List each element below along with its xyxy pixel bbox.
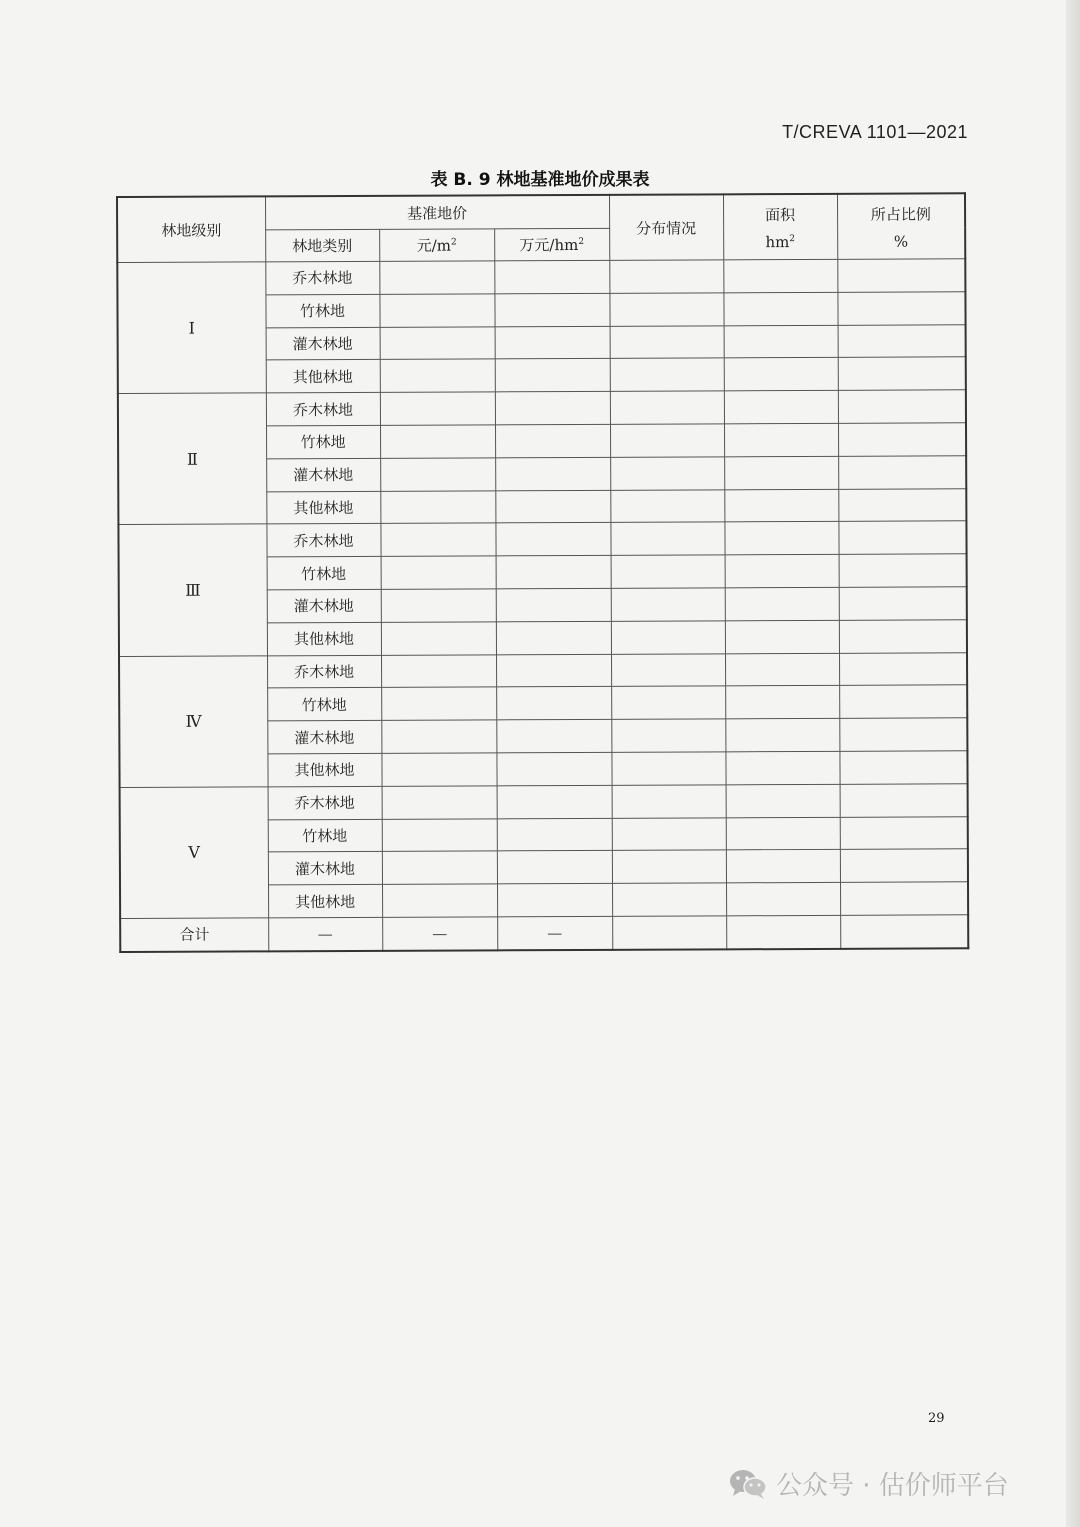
price-yuan-m2-cell <box>382 786 497 819</box>
header-unit-yuan-m2-text: 元/m <box>416 236 452 255</box>
land-type-cell: 其他林地 <box>266 491 380 524</box>
total-distribution-cell <box>612 916 726 950</box>
distribution-cell <box>609 293 723 326</box>
total-area-cell <box>726 915 840 949</box>
total-dash-yuan: — <box>382 917 497 951</box>
area-cell <box>725 686 839 719</box>
price-yuan-m2-cell <box>382 884 497 917</box>
total-ratio-cell <box>840 915 968 949</box>
land-type-cell: 竹林地 <box>266 425 380 458</box>
distribution-cell <box>610 424 724 457</box>
ratio-cell <box>838 456 966 489</box>
land-type-cell: 灌木林地 <box>266 458 380 491</box>
table-container <box>116 192 967 953</box>
price-yuan-m2-cell <box>381 753 496 786</box>
distribution-cell <box>612 883 726 916</box>
price-yuan-m2-cell <box>381 622 496 655</box>
price-wan-hm2-cell <box>497 883 612 916</box>
header-unit-wan-hm2-text: 万元/hm <box>519 235 579 255</box>
header-unit-yuan-m2-sup: 2 <box>450 237 457 248</box>
table-row <box>119 652 967 688</box>
header-ratio-label: 所占比例 <box>870 204 931 224</box>
price-yuan-m2-cell <box>382 851 497 884</box>
header-area-unit-sup: 2 <box>789 233 796 244</box>
price-wan-hm2-cell <box>496 588 611 621</box>
price-yuan-m2-cell <box>379 261 494 294</box>
price-wan-hm2-cell <box>495 523 610 556</box>
price-yuan-m2-cell <box>380 326 495 359</box>
price-wan-hm2-cell <box>494 260 609 293</box>
header-distribution: 分布情况 <box>609 194 723 260</box>
price-yuan-m2-cell <box>381 589 496 622</box>
price-yuan-m2-cell <box>380 490 495 523</box>
area-cell <box>724 358 838 391</box>
table-row <box>118 521 966 557</box>
header-ratio <box>837 193 965 259</box>
land-type-cell: 灌木林地 <box>266 327 380 360</box>
distribution-cell <box>611 686 725 719</box>
page-edge <box>1066 0 1080 1527</box>
price-yuan-m2-cell <box>379 294 494 327</box>
distribution-cell <box>610 391 724 424</box>
land-type-cell: 乔木林地 <box>267 655 381 688</box>
price-yuan-m2-cell <box>380 523 495 556</box>
price-wan-hm2-cell <box>495 359 610 392</box>
area-cell <box>725 653 839 686</box>
price-wan-hm2-cell <box>496 752 611 785</box>
ratio-cell <box>838 324 966 357</box>
price-wan-hm2-cell <box>496 654 611 687</box>
land-type-cell: 竹林地 <box>267 557 381 590</box>
area-cell <box>725 555 839 588</box>
area-cell <box>726 882 840 915</box>
area-cell <box>725 719 839 752</box>
distribution-cell <box>610 489 724 522</box>
land-type-cell: 灌木林地 <box>268 852 382 885</box>
ratio-cell <box>839 685 967 718</box>
ratio-cell <box>837 292 965 325</box>
header-unit-wan-hm2 <box>494 228 609 261</box>
distribution-cell <box>611 752 725 785</box>
grade-cell: Ⅰ <box>117 262 266 394</box>
price-yuan-m2-cell <box>381 556 496 589</box>
header-area <box>723 194 837 260</box>
land-type-cell: 其他林地 <box>266 360 380 393</box>
distribution-cell <box>610 358 724 391</box>
table-title: 表 B. 9 林地基准地价成果表 <box>430 170 650 190</box>
ratio-cell <box>837 259 965 292</box>
distribution-cell <box>612 785 726 818</box>
table-row <box>120 784 968 820</box>
distribution-cell <box>611 621 725 654</box>
price-wan-hm2-cell <box>495 490 610 523</box>
area-cell <box>723 259 837 292</box>
area-cell <box>724 456 838 489</box>
table-body <box>117 259 968 919</box>
ratio-cell <box>838 357 966 390</box>
price-wan-hm2-cell <box>497 785 612 818</box>
ratio-cell <box>839 620 967 653</box>
price-wan-hm2-cell <box>497 851 612 884</box>
ratio-cell <box>838 390 966 423</box>
distribution-cell <box>611 588 725 621</box>
header-land-type: 林地类别 <box>265 229 379 261</box>
price-wan-hm2-cell <box>495 326 610 359</box>
price-wan-hm2-cell <box>496 621 611 654</box>
area-cell <box>726 850 840 883</box>
land-type-cell: 乔木林地 <box>268 786 382 819</box>
area-cell <box>724 391 838 424</box>
price-wan-hm2-cell <box>494 293 609 326</box>
grade-cell: Ⅴ <box>120 787 269 919</box>
land-type-cell: 灌木林地 <box>267 589 381 622</box>
price-yuan-m2-cell <box>381 720 496 753</box>
distribution-cell <box>611 719 725 752</box>
ratio-cell <box>839 652 967 685</box>
total-label: 合计 <box>120 918 268 952</box>
land-type-cell: 其他林地 <box>267 622 381 655</box>
price-wan-hm2-cell <box>496 556 611 589</box>
distribution-cell <box>610 325 724 358</box>
table-row <box>118 390 966 426</box>
land-type-cell: 乔木林地 <box>265 261 379 294</box>
watermark <box>728 1465 1009 1502</box>
area-cell <box>724 423 838 456</box>
area-cell <box>724 522 838 555</box>
header-unit-yuan-m2 <box>379 229 494 262</box>
ratio-cell <box>839 587 967 620</box>
distribution-cell <box>612 850 726 883</box>
price-wan-hm2-cell <box>495 457 610 490</box>
area-cell <box>724 325 838 358</box>
price-wan-hm2-cell <box>496 720 611 753</box>
price-yuan-m2-cell <box>382 818 497 851</box>
ratio-cell <box>839 554 967 587</box>
header-area-label: 面积 <box>765 205 796 224</box>
ratio-cell <box>839 751 967 784</box>
land-type-cell: 其他林地 <box>267 753 381 786</box>
document-code: T/CREVA 1101—2021 <box>782 122 968 142</box>
area-cell <box>724 489 838 522</box>
ratio-cell <box>840 849 968 882</box>
price-wan-hm2-cell <box>497 818 612 851</box>
ratio-cell <box>840 882 968 915</box>
price-yuan-m2-cell <box>380 458 495 491</box>
land-type-cell: 乔木林地 <box>266 524 380 557</box>
distribution-cell <box>610 522 724 555</box>
land-type-cell: 灌木林地 <box>267 721 381 754</box>
ratio-cell <box>840 784 968 817</box>
ratio-cell <box>839 718 967 751</box>
distribution-cell <box>611 555 725 588</box>
header-unit-wan-hm2-sup: 2 <box>578 236 585 247</box>
grade-cell: Ⅱ <box>118 393 267 525</box>
price-yuan-m2-cell <box>381 687 496 720</box>
header-area-unit-wrap <box>724 232 837 250</box>
price-yuan-m2-cell <box>380 425 495 458</box>
land-type-cell: 竹林地 <box>265 294 379 327</box>
ratio-cell <box>840 816 968 849</box>
distribution-cell <box>612 817 726 850</box>
price-yuan-m2-cell <box>380 392 495 425</box>
price-wan-hm2-cell <box>496 687 611 720</box>
header-ratio-unit: % <box>893 232 909 251</box>
ratio-cell <box>838 423 966 456</box>
forest-land-price-table <box>116 192 969 953</box>
area-cell <box>725 587 839 620</box>
land-type-cell: 乔木林地 <box>266 393 380 426</box>
area-cell <box>723 292 837 325</box>
land-type-cell: 竹林地 <box>268 819 382 852</box>
price-yuan-m2-cell <box>380 359 495 392</box>
area-cell <box>726 817 840 850</box>
area-cell <box>725 751 839 784</box>
price-wan-hm2-cell <box>495 392 610 425</box>
price-wan-hm2-cell <box>495 424 610 457</box>
page-number: 29 <box>928 1411 945 1426</box>
header-grade: 林地级别 <box>117 196 265 262</box>
price-yuan-m2-cell <box>381 654 496 687</box>
grade-cell: Ⅳ <box>119 655 268 787</box>
area-cell <box>725 620 839 653</box>
area-cell <box>726 784 840 817</box>
distribution-cell <box>610 457 724 490</box>
table-row <box>117 259 965 295</box>
grade-cell: Ⅲ <box>118 524 267 656</box>
total-dash-type: — <box>268 917 382 951</box>
land-type-cell: 竹林地 <box>267 688 381 721</box>
distribution-cell <box>611 653 725 686</box>
ratio-cell <box>838 521 966 554</box>
land-type-cell: 其他林地 <box>268 884 382 917</box>
total-dash-wan: — <box>497 916 612 950</box>
header-area-unit: hm <box>765 232 790 251</box>
wechat-icon <box>728 1468 768 1500</box>
watermark-text: 公众号 · 估价师平台 <box>776 1471 1009 1501</box>
distribution-cell <box>609 260 723 293</box>
ratio-cell <box>838 488 966 521</box>
header-base-price: 基准地价 <box>265 195 609 230</box>
